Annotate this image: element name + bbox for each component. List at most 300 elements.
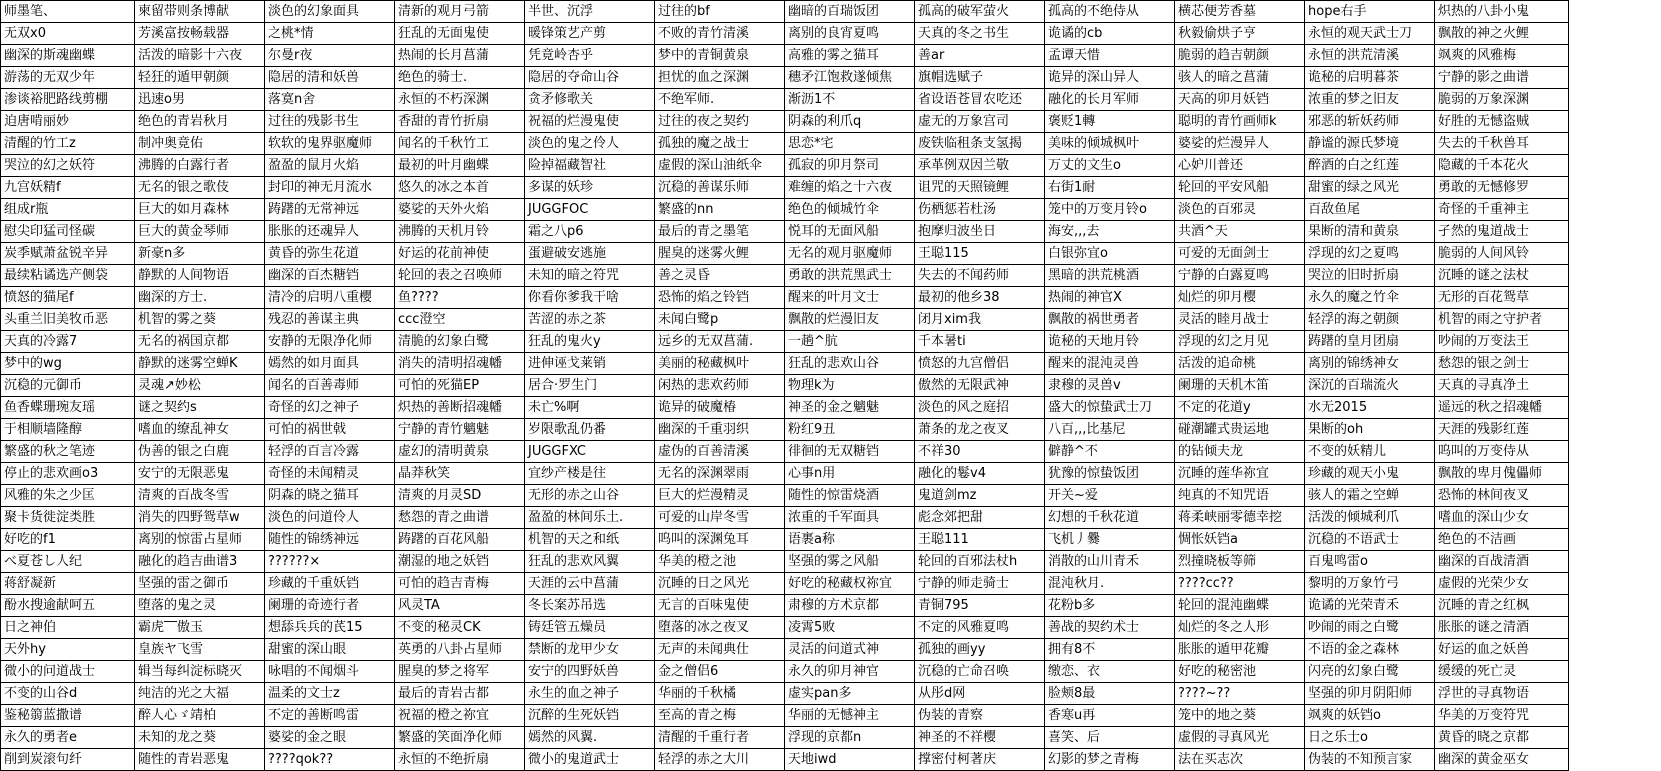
table-cell[interactable]: 浮世的寻真物语	[1435, 683, 1569, 705]
table-cell[interactable]: 水无2015	[1305, 397, 1435, 419]
table-cell[interactable]: 幽深的百战清酒	[1435, 551, 1569, 573]
table-cell[interactable]: 过往的残影书生	[265, 111, 395, 133]
table-cell[interactable]: 微小的鬼道武士	[525, 749, 655, 771]
table-cell[interactable]: 未知的龙之葵	[135, 727, 265, 749]
table-cell[interactable]: 坚强的雾之风船	[785, 551, 915, 573]
table-cell[interactable]: 孤高的破军萤火	[915, 1, 1045, 23]
table-cell[interactable]: 八百,,,比基尼	[1045, 419, 1175, 441]
table-cell[interactable]: 无名的深渊翠雨	[655, 463, 785, 485]
table-cell[interactable]: 宁静的青竹魑魅	[395, 419, 525, 441]
table-cell[interactable]: 渐沥1不	[785, 89, 915, 111]
table-cell[interactable]: 王聪111	[915, 529, 1045, 551]
table-cell[interactable]: 未知的暗之符咒	[525, 265, 655, 287]
table-cell[interactable]: 堕落的鬼之灵	[135, 595, 265, 617]
table-cell[interactable]: 最后的青岩古都	[395, 683, 525, 705]
table-cell[interactable]: 永久的魔之竹伞	[1305, 287, 1435, 309]
table-cell[interactable]: 繁盛的nn	[655, 199, 785, 221]
table-cell[interactable]: 清爽的月灵SD	[395, 485, 525, 507]
table-cell[interactable]: 黎明的万象竹弓	[1305, 573, 1435, 595]
table-cell[interactable]: 多谋的妖珍	[525, 177, 655, 199]
table-cell[interactable]: 未闻白鹭p	[655, 309, 785, 331]
table-cell[interactable]: 彪念郊把甜	[915, 507, 1045, 529]
table-cell[interactable]: 热闹的神官X	[1045, 287, 1175, 309]
table-cell[interactable]: 香寒u再	[1045, 705, 1175, 727]
table-cell[interactable]: 省设语苍冒农吃还	[915, 89, 1045, 111]
table-cell[interactable]: 华丽的无憾神主	[785, 705, 915, 727]
table-cell[interactable]: 不定的花道y	[1175, 397, 1305, 419]
table-cell[interactable]: 暖锋策艺产剪	[525, 23, 655, 45]
table-cell[interactable]: 隐藏的千本花火	[1435, 155, 1569, 177]
table-cell[interactable]: 徘徊的无双糖铛	[785, 441, 915, 463]
table-cell[interactable]: 岁限歌乱仍番	[525, 419, 655, 441]
table-cell[interactable]: 辑当每纠淀标晓灭	[135, 661, 265, 683]
table-cell[interactable]: 诡异的破魔椿	[655, 397, 785, 419]
table-cell[interactable]: 狂乱的悲欢山谷	[785, 353, 915, 375]
table-cell[interactable]: 碰潮罐式贵运地	[1175, 419, 1305, 441]
table-cell[interactable]: 飞机丿爨	[1045, 529, 1175, 551]
table-cell[interactable]: 犹豫的惊蛰饭团	[1045, 463, 1175, 485]
table-cell[interactable]: 阑珊的奇迹行者	[265, 595, 395, 617]
table-cell[interactable]: 好运的花前神使	[395, 243, 525, 265]
table-cell[interactable]: 无双x0	[1, 23, 135, 45]
table-cell[interactable]: 繁盛的笑面净化师	[395, 727, 525, 749]
table-cell[interactable]: 绝色的骑士.	[395, 67, 525, 89]
table-cell[interactable]: 闪亮的幻象白鹭	[1305, 661, 1435, 683]
table-cell[interactable]: 金之僧侣6	[655, 661, 785, 683]
table-cell[interactable]: 不祥30	[915, 441, 1045, 463]
table-cell[interactable]: 轮回的平安风船	[1175, 177, 1305, 199]
table-cell[interactable]: 恐怖的焰之铃铛	[655, 287, 785, 309]
table-cell[interactable]: 浓重的梦之旧友	[1305, 89, 1435, 111]
table-cell[interactable]: 聪明的青竹画师k	[1175, 111, 1305, 133]
table-cell[interactable]: 愁怨的银之剑士	[1435, 353, 1569, 375]
table-cell[interactable]: 九宫妖精f	[1, 177, 135, 199]
table-cell[interactable]: 居合·罗生门	[525, 375, 655, 397]
table-cell[interactable]: 海安,,,去	[1045, 221, 1175, 243]
table-cell[interactable]: 奇怪的未闻精灵	[265, 463, 395, 485]
table-cell[interactable]: 轻浮的海之朝颜	[1305, 309, 1435, 331]
table-cell[interactable]: 无形的赤之山谷	[525, 485, 655, 507]
table-cell[interactable]: 鱼香蝶珊琬友瑶	[1, 397, 135, 419]
table-cell[interactable]: 好吃的f1	[1, 529, 135, 551]
table-cell[interactable]: 伤栖惩若杜汤	[915, 199, 1045, 221]
table-cell[interactable]: 不变的山谷d	[1, 683, 135, 705]
table-cell[interactable]: 沉稳的元御币	[1, 375, 135, 397]
table-cell[interactable]: 胀胀的谜之清酒	[1435, 617, 1569, 639]
table-cell[interactable]: 尔曼r夜	[265, 45, 395, 67]
table-cell[interactable]: 沉醉的生死妖铛	[525, 705, 655, 727]
table-cell[interactable]: 安宁的四野妖兽	[525, 661, 655, 683]
table-cell[interactable]: 进伸诬戈莱销	[525, 353, 655, 375]
table-cell[interactable]: 闭月xim我	[915, 309, 1045, 331]
table-cell[interactable]: 迫唐啃丽妙	[1, 111, 135, 133]
table-cell[interactable]: 踌躇的百花风船	[395, 529, 525, 551]
table-cell[interactable]: 随性的青岩恶鬼	[135, 749, 265, 771]
table-cell[interactable]: 物理k为	[785, 375, 915, 397]
table-cell[interactable]: 飘散的神之火鲤	[1435, 23, 1569, 45]
table-cell[interactable]: 芳溪富按畅载器	[135, 23, 265, 45]
table-cell[interactable]: 沉稳的不语武士	[1305, 529, 1435, 551]
table-cell[interactable]: 巨大的烂漫精灵	[655, 485, 785, 507]
table-cell[interactable]: 邪恶的斩妖药师	[1305, 111, 1435, 133]
table-cell[interactable]: 新豪n多	[135, 243, 265, 265]
table-cell[interactable]: 抱摩归波坐日	[915, 221, 1045, 243]
table-cell[interactable]: 善之灵昏	[655, 265, 785, 287]
table-cell[interactable]: 闲热的悲欢药师	[655, 375, 785, 397]
table-cell[interactable]: 隶穆的灵兽v	[1045, 375, 1175, 397]
table-cell[interactable]: 灿烂的卯月樱	[1175, 287, 1305, 309]
table-cell[interactable]: 繁盛的秋之笔迹	[1, 441, 135, 463]
table-cell[interactable]: 绝色的倾城竹伞	[785, 199, 915, 221]
table-cell[interactable]: 巨大的黄金琴师	[135, 221, 265, 243]
table-cell[interactable]: 傲然的无限武神	[915, 375, 1045, 397]
table-cell[interactable]: 黄昏的弥生花道	[265, 243, 395, 265]
table-cell[interactable]: 悦耳的无面风船	[785, 221, 915, 243]
table-cell[interactable]: 沉睡的青之红枫	[1435, 595, 1569, 617]
table-cell[interactable]: 静默的人间物语	[135, 265, 265, 287]
table-cell[interactable]: 霜之八p6	[525, 221, 655, 243]
table-cell[interactable]: 华美的橙之池	[655, 551, 785, 573]
table-cell[interactable]: 悠久的冰之本首	[395, 177, 525, 199]
table-cell[interactable]: 缓缓的死亡灵	[1435, 661, 1569, 683]
table-cell[interactable]: 孟谭天惜	[1045, 45, 1175, 67]
table-cell[interactable]: 失去的不闻药师	[915, 265, 1045, 287]
table-cell[interactable]: 不变的秘灵CK	[395, 617, 525, 639]
table-cell[interactable]: 师墨笔、	[1, 1, 135, 23]
table-cell[interactable]: 蒋柔峡丽零德幸挖	[1175, 507, 1305, 529]
table-cell[interactable]: 诡谲的光荣青禾	[1305, 595, 1435, 617]
table-cell[interactable]: 永恒的不朽深渊	[395, 89, 525, 111]
table-cell[interactable]: 踌躇的皇月团扇	[1305, 331, 1435, 353]
table-cell[interactable]: 轮回的混沌幽蝶	[1175, 595, 1305, 617]
table-cell[interactable]: 脸颊8最	[1045, 683, 1175, 705]
table-cell[interactable]: 无名的银之歌伎	[135, 177, 265, 199]
table-cell[interactable]: 迅速o男	[135, 89, 265, 111]
table-cell[interactable]: ccc澄空	[395, 309, 525, 331]
table-cell[interactable]: 冬长案苏吊选	[525, 595, 655, 617]
table-cell[interactable]: 幽深的千重羽织	[655, 419, 785, 441]
table-cell[interactable]: 淡色的幻象面具	[265, 1, 395, 23]
table-cell[interactable]: 千本暑ti	[915, 331, 1045, 353]
table-cell[interactable]: 醒来的叶月文士	[785, 287, 915, 309]
table-cell[interactable]: 日之乐士o	[1305, 727, 1435, 749]
table-cell[interactable]: 幽深的黄金巫女	[1435, 749, 1569, 771]
table-cell[interactable]: 的钻倾夫龙	[1175, 441, 1305, 463]
table-cell[interactable]: JUGGFXC	[525, 441, 655, 463]
table-cell[interactable]: 消散的山川青禾	[1045, 551, 1175, 573]
table-cell[interactable]: 浓重的千军面具	[785, 507, 915, 529]
table-cell[interactable]: 黄昏的晓之京都	[1435, 727, 1569, 749]
table-cell[interactable]: 孤独的画yy	[915, 639, 1045, 661]
table-cell[interactable]: 果断的清和黄泉	[1305, 221, 1435, 243]
table-cell[interactable]: 胀胀的遁甲花瓣	[1175, 639, 1305, 661]
table-cell[interactable]: 潮湿的地之妖铛	[395, 551, 525, 573]
table-cell[interactable]: 骇人的霜之空蝉	[1305, 485, 1435, 507]
table-cell[interactable]: 飘散的烂漫旧友	[785, 309, 915, 331]
table-cell[interactable]: 吵闹的雨之白鹭	[1305, 617, 1435, 639]
table-cell[interactable]: 天外hy	[1, 639, 135, 661]
table-cell[interactable]: 热闹的长月菖蒲	[395, 45, 525, 67]
table-cell[interactable]: べ夏苍し人纪	[1, 551, 135, 573]
table-cell[interactable]: 遥远的秋之招魂幡	[1435, 397, 1569, 419]
table-cell[interactable]: 思恋*宅	[785, 133, 915, 155]
table-cell[interactable]: 绝色的不洁画	[1435, 529, 1569, 551]
table-cell[interactable]: 凌霄5败	[785, 617, 915, 639]
table-cell[interactable]: 灿烂的冬之人形	[1175, 617, 1305, 639]
table-cell[interactable]: 花粉b多	[1045, 595, 1175, 617]
table-cell[interactable]: 呜叫的深渊兔耳	[655, 529, 785, 551]
table-cell[interactable]: 腥臭的梦之将军	[395, 661, 525, 683]
table-cell[interactable]: 天涯的云中菖蒲	[525, 573, 655, 595]
table-cell[interactable]: 幽深的百杰糖铛	[265, 265, 395, 287]
table-cell[interactable]: 吵闹的万变法王	[1435, 331, 1569, 353]
table-cell[interactable]: 奇怪的幻之神子	[265, 397, 395, 419]
table-cell[interactable]: 宁静的白露夏鸣	[1175, 265, 1305, 287]
table-cell[interactable]: 浮现的幻之月见	[1175, 331, 1305, 353]
table-cell[interactable]: 醉酒的白之红莲	[1305, 155, 1435, 177]
table-cell[interactable]: 安静的无限净化师	[265, 331, 395, 353]
table-cell[interactable]: 虚实pan多	[785, 683, 915, 705]
table-cell[interactable]: 最初的他乡38	[915, 287, 1045, 309]
table-cell[interactable]: 狂乱的悲欢风翼	[525, 551, 655, 573]
table-cell[interactable]: 最初的叶月幽蝶	[395, 155, 525, 177]
table-cell[interactable]: 万丈的文生o	[1045, 155, 1175, 177]
table-cell[interactable]: 封印的神无月流水	[265, 177, 395, 199]
table-cell[interactable]: 幽深的斯魂幽蝶	[1, 45, 135, 67]
table-cell[interactable]: 清脆的幻象白鹭	[395, 331, 525, 353]
table-cell[interactable]: 清爽的百战冬雪	[135, 485, 265, 507]
table-cell[interactable]: 离别的良宵夏鸣	[785, 23, 915, 45]
table-cell[interactable]: 嗜血的缭乱神女	[135, 419, 265, 441]
table-cell[interactable]: JUGGFOC	[525, 199, 655, 221]
table-cell[interactable]: 安宁的无限恶鬼	[135, 463, 265, 485]
table-cell[interactable]: 静谧的源氏梦境	[1305, 133, 1435, 155]
table-cell[interactable]: 高雅的雾之猫耳	[785, 45, 915, 67]
table-cell[interactable]: 可爱的山岸冬雪	[655, 507, 785, 529]
table-cell[interactable]: 阑珊的天机木笛	[1175, 375, 1305, 397]
table-cell[interactable]: 可怕的趋吉青梅	[395, 573, 525, 595]
table-cell[interactable]: 鉴秘篛蓝撒谱	[1, 705, 135, 727]
table-cell[interactable]: 至高的青之梅	[655, 705, 785, 727]
table-cell[interactable]: 黑暗的洪荒桃酒	[1045, 265, 1175, 287]
table-cell[interactable]: 随性的惊雷烧酒	[785, 485, 915, 507]
table-cell[interactable]: 心妒川普还	[1175, 155, 1305, 177]
table-cell[interactable]: 嗜血的深山少女	[1435, 507, 1569, 529]
table-cell[interactable]: 沉睡的莲华祢宜	[1175, 463, 1305, 485]
table-cell[interactable]: 伪装的青察	[915, 705, 1045, 727]
table-cell[interactable]: 梦中的青铜黄泉	[655, 45, 785, 67]
table-cell[interactable]: 粉红9丑	[785, 419, 915, 441]
table-cell[interactable]: 盛大的惊蛰武士刀	[1045, 397, 1175, 419]
table-cell[interactable]: 共酒^天	[1175, 221, 1305, 243]
table-cell[interactable]: 清新的观月弓箭	[395, 1, 525, 23]
table-cell[interactable]: 好吃的秘藏权祢宜	[785, 573, 915, 595]
table-cell[interactable]: 淡色的问道伶人	[265, 507, 395, 529]
table-cell[interactable]: 未亡%啊	[525, 397, 655, 419]
table-cell[interactable]: 沸腾的白露行者	[135, 155, 265, 177]
table-cell[interactable]: 轮回的百邪法杖h	[915, 551, 1045, 573]
table-cell[interactable]: 灵魂↗妙松	[135, 375, 265, 397]
table-cell[interactable]: 甜蜜的绿之风光	[1305, 177, 1435, 199]
table-cell[interactable]: 日之神伯	[1, 617, 135, 639]
table-cell[interactable]: ????qok??	[265, 749, 395, 771]
table-cell[interactable]: 无言的百味鬼使	[655, 595, 785, 617]
table-cell[interactable]: 清醒的竹工z	[1, 133, 135, 155]
table-cell[interactable]: 僻静^不	[1045, 441, 1175, 463]
table-cell[interactable]: 神圣的金之魑魅	[785, 397, 915, 419]
table-cell[interactable]: 失去的千秋兽耳	[1435, 133, 1569, 155]
table-cell[interactable]: hope右手	[1305, 1, 1435, 23]
table-cell[interactable]: 制冲奥竟佑	[135, 133, 265, 155]
table-cell[interactable]: 最续粘谲选产侧袋	[1, 265, 135, 287]
table-cell[interactable]: 闻名的千秋竹工	[395, 133, 525, 155]
table-cell[interactable]: 醒来的混沌灵兽	[1045, 353, 1175, 375]
table-cell[interactable]: 呜叫的万变侍从	[1435, 441, 1569, 463]
table-cell[interactable]: 堕落的冰之夜叉	[655, 617, 785, 639]
table-cell[interactable]: 踌躇的无常神远	[265, 199, 395, 221]
table-cell[interactable]: 烈撞晓板等筛	[1175, 551, 1305, 573]
table-cell[interactable]: 温柔的文士z	[265, 683, 395, 705]
table-cell[interactable]: 可怕的死猫EP	[395, 375, 525, 397]
table-cell[interactable]: 嫣然的风翼.	[525, 727, 655, 749]
table-cell[interactable]: 美味的倾城枫叶	[1045, 133, 1175, 155]
table-cell[interactable]: 机智的雾之葵	[135, 309, 265, 331]
table-cell[interactable]: 好运的血之妖兽	[1435, 639, 1569, 661]
table-cell[interactable]: 好吃的秘密池	[1175, 661, 1305, 683]
table-cell[interactable]: 头重兰旧美牧币恶	[1, 309, 135, 331]
table-cell[interactable]: 百鬼鸣雷o	[1305, 551, 1435, 573]
table-cell[interactable]: 秋毅偷烘子亨	[1175, 23, 1305, 45]
table-cell[interactable]: 活泼的暗影十六夜	[135, 45, 265, 67]
table-cell[interactable]: 过往的bf	[655, 1, 785, 23]
table-cell[interactable]: 盈盈的林间乐土.	[525, 507, 655, 529]
table-cell[interactable]: 最后的青之墨笔	[655, 221, 785, 243]
table-cell[interactable]: 缴恋、衣	[1045, 661, 1175, 683]
table-cell[interactable]: 永生的血之神子	[525, 683, 655, 705]
table-cell[interactable]: 横芯便芳香墓	[1175, 1, 1305, 23]
table-cell[interactable]: 难缠的焰之十六夜	[785, 177, 915, 199]
table-cell[interactable]: 落寞n舍	[265, 89, 395, 111]
table-cell[interactable]: 勇敢的洪荒黑武士	[785, 265, 915, 287]
table-cell[interactable]: 幽暗的百瑞饭团	[785, 1, 915, 23]
table-cell[interactable]: 从彤d网	[915, 683, 1045, 705]
table-cell[interactable]: 纯洁的光之大福	[135, 683, 265, 705]
table-cell[interactable]: 胀胀的还魂异人	[265, 221, 395, 243]
table-cell[interactable]: 虚假的光荣少女	[1435, 573, 1569, 595]
table-cell[interactable]: 蒋舒凝新	[1, 573, 135, 595]
table-cell[interactable]: 隐居的夺命山谷	[525, 67, 655, 89]
table-cell[interactable]: 神圣的不祥樱	[915, 727, 1045, 749]
table-cell[interactable]: 消失的清明招魂幡	[395, 353, 525, 375]
table-cell[interactable]: 美丽的秘藏枫叶	[655, 353, 785, 375]
table-cell[interactable]: 孤寂的卯月祭司	[785, 155, 915, 177]
table-cell[interactable]: 不定的风雅夏鸣	[915, 617, 1045, 639]
table-cell[interactable]: 不绝军师.	[655, 89, 785, 111]
table-cell[interactable]: 善战的契约术士	[1045, 617, 1175, 639]
table-cell[interactable]: 宁静的师走骑士	[915, 573, 1045, 595]
table-cell[interactable]: 宜纱产楼是往	[525, 463, 655, 485]
table-cell[interactable]: 深沉的百瑞流火	[1305, 375, 1435, 397]
table-cell[interactable]: 法在买志次	[1175, 749, 1305, 771]
table-cell[interactable]: 机智的雨之守护者	[1435, 309, 1569, 331]
table-cell[interactable]: 甜蜜的深山眼	[265, 639, 395, 661]
table-cell[interactable]: 你看你爹我干啥	[525, 287, 655, 309]
table-cell[interactable]: 阴森的晓之猫耳	[265, 485, 395, 507]
table-cell[interactable]: 右街1耐	[1045, 177, 1175, 199]
table-cell[interactable]: 骇人的暗之菖蒲	[1175, 67, 1305, 89]
table-cell[interactable]: 削到炭滚句纤	[1, 749, 135, 771]
table-cell[interactable]: 珍藏的千重妖铛	[265, 573, 395, 595]
table-cell[interactable]: 承革例双因兰敬	[915, 155, 1045, 177]
table-cell[interactable]: 沉稳的善谋乐师	[655, 177, 785, 199]
table-cell[interactable]: 永恒的观天武士刀	[1305, 23, 1435, 45]
table-cell[interactable]: 飘散的祸世勇者	[1045, 309, 1175, 331]
table-cell[interactable]: 淡色的百邪灵	[1175, 199, 1305, 221]
table-cell[interactable]: 绝色的青岩秋月	[135, 111, 265, 133]
table-cell[interactable]: 勇敢的无憾修罗	[1435, 177, 1569, 199]
table-cell[interactable]: 哭泣的幻之妖符	[1, 155, 135, 177]
table-cell[interactable]: 虚假的寻真风光	[1175, 727, 1305, 749]
table-cell[interactable]: 飘散的卑月傀儡师	[1435, 463, 1569, 485]
table-cell[interactable]: 渗谈裕肥路线剪棚	[1, 89, 135, 111]
table-cell[interactable]: 孤独的魔之战士	[655, 133, 785, 155]
table-cell[interactable]: 聚卡货徙淀类胜	[1, 507, 135, 529]
table-cell[interactable]: 沉稳的亡命召唤	[915, 661, 1045, 683]
table-cell[interactable]: 狂乱的无面鬼使	[395, 23, 525, 45]
table-cell[interactable]: 善ar	[915, 45, 1045, 67]
table-cell[interactable]: 阴森的利爪q	[785, 111, 915, 133]
table-cell[interactable]: 飒爽的风雅梅	[1435, 45, 1569, 67]
table-cell[interactable]: 愁怨的青之曲谱	[395, 507, 525, 529]
table-cell[interactable]: 浮现的京都n	[785, 727, 915, 749]
table-cell[interactable]: 轮回的表之召唤师	[395, 265, 525, 287]
table-cell[interactable]: 软软的鬼界驱魔师	[265, 133, 395, 155]
table-cell[interactable]: 鱼????	[395, 287, 525, 309]
table-cell[interactable]: 不语的金之森林	[1305, 639, 1435, 661]
table-cell[interactable]: 半世、沉浮	[525, 1, 655, 23]
table-cell[interactable]: 酚水搜逾献呵五	[1, 595, 135, 617]
table-cell[interactable]: 诡异的深山异人	[1045, 67, 1175, 89]
table-cell[interactable]: 风灵TA	[395, 595, 525, 617]
table-cell[interactable]: 过往的夜之契约	[655, 111, 785, 133]
table-cell[interactable]: 不变的妖精儿	[1305, 441, 1435, 463]
table-cell[interactable]: 谜之契约s	[135, 397, 265, 419]
table-cell[interactable]: 孤高的不绝侍从	[1045, 1, 1175, 23]
table-cell[interactable]: 无形的百花鸳草	[1435, 287, 1569, 309]
table-cell[interactable]: 好胜的无憾盗贼	[1435, 111, 1569, 133]
table-cell[interactable]: 永久的勇者e	[1, 727, 135, 749]
table-cell[interactable]: 凭竟岭杏乎	[525, 45, 655, 67]
table-cell[interactable]: 肃穆的方术京都	[785, 595, 915, 617]
table-cell[interactable]: 无名的观月驱魔师	[785, 243, 915, 265]
table-cell[interactable]: 幻想的千秋花道	[1045, 507, 1175, 529]
table-cell[interactable]: 天地iwd	[785, 749, 915, 771]
table-cell[interactable]: 之桃*情	[265, 23, 395, 45]
table-cell[interactable]: 灵活的问道式神	[785, 639, 915, 661]
table-cell[interactable]: 宁静的影之曲谱	[1435, 67, 1569, 89]
table-cell[interactable]: 一趟^肮	[785, 331, 915, 353]
table-cell[interactable]: 脆弱的趋吉朝颜	[1175, 45, 1305, 67]
table-cell[interactable]: 心事n用	[785, 463, 915, 485]
table-cell[interactable]: 萧条的龙之夜叉	[915, 419, 1045, 441]
table-cell[interactable]: 飒爽的妖铛o	[1305, 705, 1435, 727]
table-cell[interactable]: 天真的寻真净土	[1435, 375, 1569, 397]
table-cell[interactable]: 奇怪的千重神主	[1435, 199, 1569, 221]
table-cell[interactable]: 无声的未闻典仕	[655, 639, 785, 661]
table-cell[interactable]: 愤怒的九宫僧侣	[915, 353, 1045, 375]
table-cell[interactable]: 离别的惊雷占星师	[135, 529, 265, 551]
table-cell[interactable]: 机智的天之和纸	[525, 529, 655, 551]
